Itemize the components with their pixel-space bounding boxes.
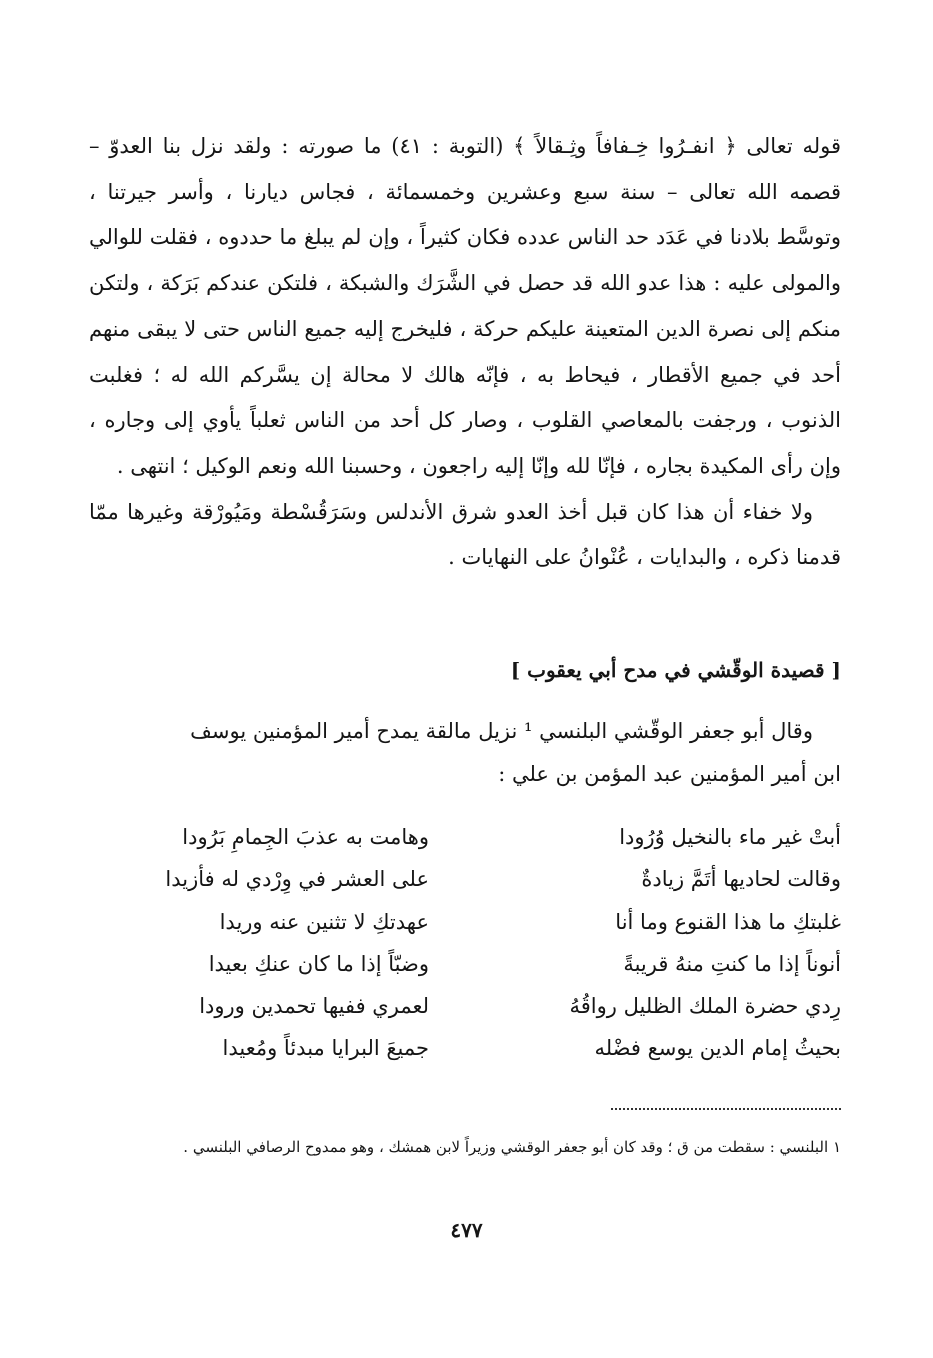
page-number: ٤٧٧: [450, 1218, 483, 1242]
verse-first-hemistich: أبتْ غير ماء بالنخيل وُرُودا: [619, 825, 841, 849]
body-paragraph-1: قوله تعالى ﴿ انفـرُوا خِـفافاً وثِـقالاً ﴾ (التوبة : ٤١) ما صورته : ولقد نزل بنا العدوّ – قصمه الله تعالى – سنة سبع وعشرين وخمسمائة ، فجاس ديارنا ، وأسر جيرتنا ، وتوسَّط بلادنا في عَدَد حد الناس عدده فكان كثيراً ، وإن لم يبلغ ما حددوه ، فقلت للوالي والمولى عليه : هذا عدو الله قد حصل في الشَّرَك والشبكة ، فلتكن عندكم بَرَكة ، ولتكن منكم إلى نصرة الدين المتعينة عليكم حركة ، فليخرج إليه جميع الناس حتى لا يبقى منهم أحد في جميع الأقطار ، فيحاط به ، فإنّه هالك لا محالة إن يسَّركم الله له ؛ فغلبت الذنوب ، ورجفت بالمعاصي القلوب ، وصار كل أحد من الناس ثعلباً يأوي إلى وجاره ، وإن رأى المكيدة بجاره ، فإنّا لله وإنّا إليه راجعون ، وحسبنا الله ونعم الوكيل ؛ انتهى .: [89, 134, 841, 478]
verse: [89, 943, 841, 985]
verse: [89, 901, 841, 943]
section-heading: [ قصيدة الوقّشي في مدح أبي يعقوب ]: [510, 658, 841, 682]
verse-second-hemistich: على العشر في وِرْدي له فأزيدا: [165, 867, 429, 892]
body-paragraph-2: ولا خفاء أن هذا كان قبل أخذ العدو شرق الأندلس وسَرَقُسْطة ومَيُورْقة وغيرها ممّا قدمنا ذكره ، والبدايات ، عُنْوانُ على النهايات .: [89, 499, 841, 570]
verse-first-hemistich: أنوناً إذا ما كنتِ منهُ قريبةً: [623, 951, 841, 976]
footnote: ١ البلنسي : سقطت من ق ؛ وقد كان أبو جعفر الوقشي وزيراً لابن همشك ، وهو ممدوح الرصافي البلنسي .: [183, 1138, 841, 1156]
intro-line-2: ابن أمير المؤمنين عبد المؤمن بن علي :: [498, 762, 841, 786]
prose-block: [89, 124, 841, 581]
footnote-divider: [611, 1108, 841, 1110]
verse: [89, 816, 841, 858]
verse-first-hemistich: بحيثُ إمام الدين يوسع فضْله: [594, 1036, 841, 1061]
verse: [89, 985, 841, 1027]
verse-first-hemistich: وقالت لحاديها أتَمَّ زيادةٌ: [641, 867, 841, 892]
intro-line-1: وقال أبو جعفر الوقّشي البلنسي ¹ نزيل مالقة يمدح أمير المؤمنين يوسف: [190, 719, 813, 743]
verse-second-hemistich: عهدتكِ لا تثنين عنه وريدا: [219, 909, 429, 934]
verse-first-hemistich: رِدي حضرة الملك الظليل رواقُهُ: [569, 994, 841, 1019]
verse-first-hemistich: غلبتكِ ما هذا القنوع وما أنا: [615, 909, 841, 934]
poem-introduction: [89, 710, 841, 796]
poem: [89, 816, 841, 1070]
verse-second-hemistich: جميعَ البرايا مبدئاً ومُعيدا: [222, 1036, 429, 1061]
verse-second-hemistich: وهامت به عذبَ الجِمامِ بَرُودا: [182, 825, 429, 849]
verse-second-hemistich: وضبّاً إذا ما كان عنكِ بعيدا: [208, 951, 429, 976]
verse: [89, 1027, 841, 1069]
verse: [89, 858, 841, 900]
verse-second-hemistich: لعمري ففيها تحمدين ورودا: [199, 994, 429, 1019]
